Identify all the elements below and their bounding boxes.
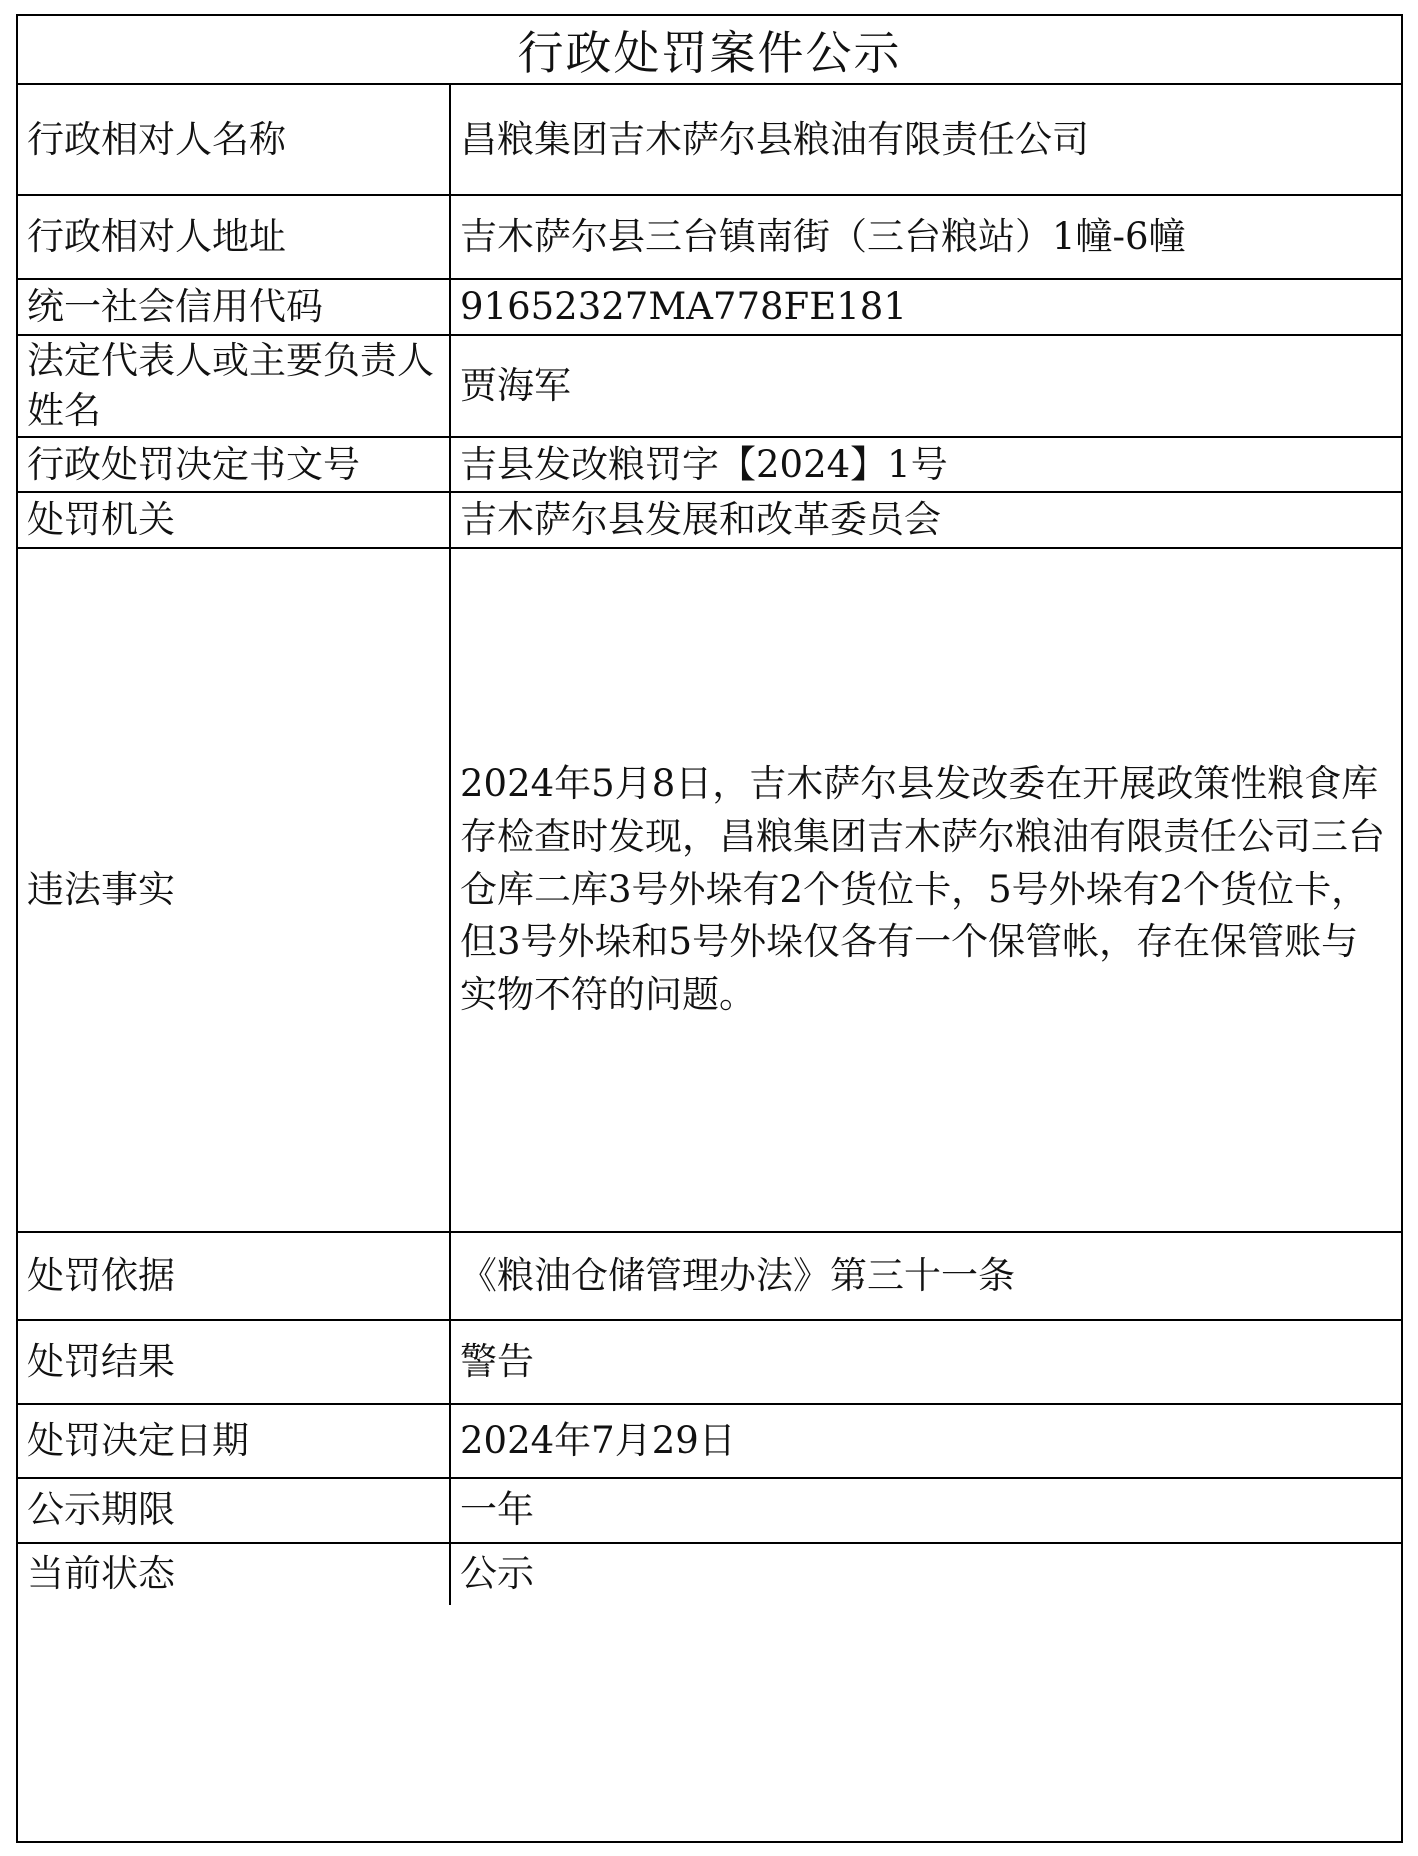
table-row — [18, 195, 1401, 279]
row-value: 吉木萨尔县发展和改革委员会 — [450, 492, 1401, 548]
row-label: 处罚决定日期 — [18, 1404, 450, 1478]
table-row — [18, 548, 1401, 1232]
table-row — [18, 437, 1401, 493]
row-label: 法定代表人或主要负责人姓名 — [18, 335, 450, 437]
row-value: 贾海军 — [450, 335, 1401, 437]
row-label: 处罚机关 — [18, 492, 450, 548]
row-value: 警告 — [450, 1320, 1401, 1404]
row-label: 违法事实 — [18, 548, 450, 1232]
row-value: 2024年7月29日 — [450, 1404, 1401, 1478]
row-value: 昌粮集团吉木萨尔县粮油有限责任公司 — [450, 85, 1401, 195]
row-label: 当前状态 — [18, 1543, 450, 1605]
row-label: 行政相对人地址 — [18, 195, 450, 279]
row-label: 处罚结果 — [18, 1320, 450, 1404]
row-value: 吉县发改粮罚字【2024】1号 — [450, 437, 1401, 493]
table-row — [18, 1478, 1401, 1543]
row-label: 处罚依据 — [18, 1232, 450, 1320]
table-row — [18, 335, 1401, 437]
table-row — [18, 279, 1401, 335]
table-row — [18, 1320, 1401, 1404]
row-value: 吉木萨尔县三台镇南街（三台粮站）1幢-6幢 — [450, 195, 1401, 279]
row-label: 统一社会信用代码 — [18, 279, 450, 335]
table-row — [18, 1232, 1401, 1320]
table-row — [18, 492, 1401, 548]
page-title: 行政处罚案件公示 — [18, 16, 1401, 85]
row-value: 91652327MA778FE181 — [450, 279, 1401, 335]
row-value: 2024年5月8日，吉木萨尔县发改委在开展政策性粮食库存检查时发现，昌粮集团吉木萨尔粮油有限责任公司三台仓库二库3号外垛有2个货位卡，5号外垛有2个货位卡，但3号外垛和5号外垛仅各有一个保管帐，存在保管账与实物不符的问题。 — [450, 548, 1401, 1232]
row-label: 行政相对人名称 — [18, 85, 450, 195]
row-value: 一年 — [450, 1478, 1401, 1543]
info-table — [18, 85, 1401, 1605]
row-value: 《粮油仓储管理办法》第三十一条 — [450, 1232, 1401, 1320]
row-label: 行政处罚决定书文号 — [18, 437, 450, 493]
row-value: 公示 — [450, 1543, 1401, 1605]
table-row — [18, 1404, 1401, 1478]
penalty-notice-table — [16, 14, 1403, 1843]
table-row — [18, 1543, 1401, 1605]
row-label: 公示期限 — [18, 1478, 450, 1543]
table-row — [18, 85, 1401, 195]
